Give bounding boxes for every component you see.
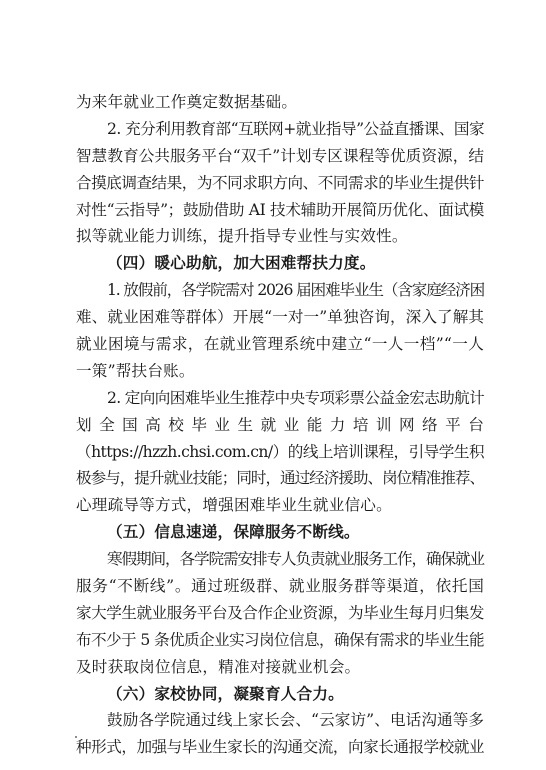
body-line: 2. 充分利用教育部“互联网+就业指导”公益直播课、国家 <box>107 119 484 138</box>
section-heading-4: （四）暖心助航，加大困难帮扶力度。 <box>107 254 376 273</box>
body-line: 布不少于 5 条优质企业实习岗位信息，确保有需求的毕业生能 <box>76 630 484 649</box>
body-line: 拟等就业能力训练，提升指导专业性与实效性。 <box>76 227 408 246</box>
body-line: 合摸底调查结果，为不同求职方向、不同需求的毕业生提供针 <box>76 173 484 192</box>
body-line: 鼓励各学院通过线上家长会、“云家访”、电话沟通等多 <box>107 711 485 730</box>
body-line: 2. 定向向困难毕业生推荐中央专项彩票公益金宏志助航计 <box>107 388 484 407</box>
body-line: 及时获取岗位信息，精准对接就业机会。 <box>76 657 361 676</box>
body-line: 难、就业困难等群体）开展“一对一”单独咨询，深入了解其 <box>76 308 484 327</box>
body-line: 心理疏导等方式，增强困难毕业生就业信心。 <box>76 496 392 515</box>
body-line: 智慧教育公共服务平台“双千”计划专区课程等优质资源，结 <box>76 146 484 165</box>
body-line: 种形式，加强与毕业生家长的沟通交流，向家长通报学校就业 <box>76 738 484 757</box>
body-line: 极参与，提升就业技能；同时，通过经济援助、岗位精准推荐、 <box>76 469 484 488</box>
body-line: 1. 放假前，各学院需对 2026 届困难毕业生（含家庭经济困 <box>107 281 484 300</box>
section-heading-5: （五）信息速递，保障服务不断线。 <box>107 523 360 542</box>
body-line: 服务“不断线”。通过班级群、就业服务群等渠道，依托国 <box>76 577 484 596</box>
body-line: （https://hzzh.chsi.com.cn/）的线上培训课程，引导学生积 <box>76 442 484 461</box>
scan-dot-mark <box>75 736 77 738</box>
document-body <box>76 89 484 761</box>
body-line: 家大学生就业服务平台及合作企业资源，为毕业生每月归集发 <box>76 603 484 622</box>
section-heading-6: （六）家校协同，凝聚育人合力。 <box>107 684 344 703</box>
body-line: 就业困境与需求，在就业管理系统中建立“一人一档”“一人 <box>76 335 484 354</box>
body-line: 划全国高校毕业生就业能力培训网络平台 <box>76 415 484 434</box>
body-line: 为来年就业工作奠定数据基础。 <box>76 93 298 111</box>
body-line: 一策”帮扶台账。 <box>76 361 195 380</box>
body-line: 寒假期间，各学院需安排专人负责就业服务工作，确保就业 <box>107 550 484 569</box>
body-line: 对性“云指导”；鼓励借助 AI 技术辅助开展简历优化、面试模 <box>76 200 484 219</box>
